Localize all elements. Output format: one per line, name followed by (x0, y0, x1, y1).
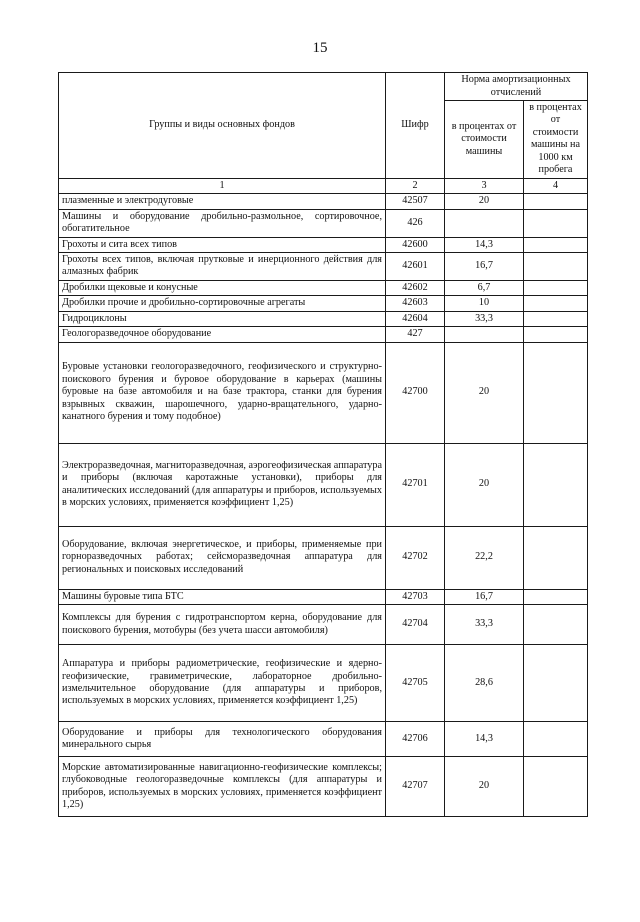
row-name-cell: Оборудование, включая энергетическое, и приборы, применяемые при горноразведочных работах; сейсморазведочная аппаратура для региональных и поисковых исследований (59, 526, 386, 589)
row-code-cell: 42700 (386, 342, 445, 443)
row-percent-cell: 33,3 (445, 311, 524, 326)
row-percent-km-cell (524, 757, 588, 817)
row-percent-km-cell (524, 296, 588, 311)
table-row (59, 757, 588, 817)
row-name-cell: Электроразведочная, магниторазведочная, аэрогеофизическая аппаратура и приборы (включая каротажные установки), приборы для аналитических исследований (для аппаратуры и приборов, используемых в морских условиях, применяется коэффициент 1,25) (59, 443, 386, 526)
row-percent-cell (445, 209, 524, 237)
row-code-cell: 42604 (386, 311, 445, 326)
row-code-cell: 42603 (386, 296, 445, 311)
page-number: 15 (312, 40, 328, 56)
row-code-cell: 42705 (386, 645, 445, 722)
header-norm: Норма амортизационных отчислений (445, 73, 588, 101)
row-percent-km-cell (524, 327, 588, 342)
amortization-table (58, 72, 588, 817)
table-row (59, 526, 588, 589)
row-name-cell: Дробилки щековые и конусные (59, 280, 386, 295)
row-percent-km-cell (524, 722, 588, 757)
row-code-cell: 42706 (386, 722, 445, 757)
row-code-cell: 42601 (386, 252, 445, 280)
row-code-cell: 42602 (386, 280, 445, 295)
row-percent-km-cell (524, 342, 588, 443)
table-row (59, 327, 588, 342)
table-row (59, 311, 588, 326)
row-percent-cell: 14,3 (445, 237, 524, 252)
row-code-cell: 427 (386, 327, 445, 342)
header-percent-per-1000km: в процентах от стоимости машины на 1000 км пробега (524, 101, 588, 179)
row-code-cell: 426 (386, 209, 445, 237)
header-number-1: 1 (59, 178, 386, 193)
header-percent-cost: в процентах от стоимости машины (445, 101, 524, 179)
row-name-cell: Грохоты и сита всех типов (59, 237, 386, 252)
table-row (59, 722, 588, 757)
table-row (59, 194, 588, 209)
row-percent-km-cell (524, 526, 588, 589)
row-percent-cell (445, 327, 524, 342)
row-name-cell: Оборудование и приборы для технологического оборудования минерального сырья (59, 722, 386, 757)
row-code-cell: 42707 (386, 757, 445, 817)
row-percent-km-cell (524, 645, 588, 722)
row-percent-km-cell (524, 252, 588, 280)
row-code-cell: 42507 (386, 194, 445, 209)
header-code: Шифр (386, 73, 445, 179)
row-percent-cell: 20 (445, 443, 524, 526)
header-number-2: 2 (386, 178, 445, 193)
row-name-cell: Геологоразведочное оборудование (59, 327, 386, 342)
row-percent-cell: 14,3 (445, 722, 524, 757)
row-name-cell: Буровые установки геологоразведочного, геофизического и структурно-поискового бурения и буровое оборудование в карьерах (машины буровые на базе автомобиля и на базе трактора, станки для бурения взрывных скважин, шарошечного, ударно-вращательного, ударно-канатного бурения и тому подобное) (59, 342, 386, 443)
table-row (59, 342, 588, 443)
row-percent-cell: 10 (445, 296, 524, 311)
row-name-cell: плазменные и электродуговые (59, 194, 386, 209)
row-code-cell: 42702 (386, 526, 445, 589)
table-row (59, 296, 588, 311)
row-percent-cell: 16,7 (445, 589, 524, 604)
header-number-3: 3 (445, 178, 524, 193)
header-number-4: 4 (524, 178, 588, 193)
row-percent-cell: 16,7 (445, 252, 524, 280)
row-code-cell: 42704 (386, 605, 445, 645)
table-row (59, 443, 588, 526)
table-row (59, 280, 588, 295)
row-code-cell: 42600 (386, 237, 445, 252)
row-percent-cell: 28,6 (445, 645, 524, 722)
row-percent-km-cell (524, 280, 588, 295)
table-row (59, 252, 588, 280)
row-percent-cell: 6,7 (445, 280, 524, 295)
table-row (59, 605, 588, 645)
row-percent-km-cell (524, 311, 588, 326)
row-percent-km-cell (524, 194, 588, 209)
row-percent-cell: 20 (445, 757, 524, 817)
row-code-cell: 42701 (386, 443, 445, 526)
row-name-cell: Гидроциклоны (59, 311, 386, 326)
row-name-cell: Грохоты всех типов, включая прутковые и инерционного действия для алмазных фабрик (59, 252, 386, 280)
row-name-cell: Морские автоматизированные навигационно-геофизические комплексы; глубоководные геологоразведочные комплексы (для аппаратуры и приборов, используемых в морских условиях, применяется коэффициент 1,25) (59, 757, 386, 817)
row-code-cell: 42703 (386, 589, 445, 604)
row-name-cell: Комплексы для бурения с гидротранспортом керна, оборудование для поискового бурения, мотобуры (без учета шасси автомобиля) (59, 605, 386, 645)
table-row (59, 645, 588, 722)
row-percent-km-cell (524, 589, 588, 604)
row-name-cell: Аппаратура и приборы радиометрические, геофизические и ядерно-геофизические, гравиметрические, лабораторное дробильно-измельчительное оборудование (для аппаратуры и приборов, используемых в морских условиях, применяется коэффициент 1,25) (59, 645, 386, 722)
row-percent-cell: 33,3 (445, 605, 524, 645)
row-name-cell: Машины и оборудование дробильно-размольное, сортировочное, обогатительное (59, 209, 386, 237)
table-row (59, 589, 588, 604)
row-percent-km-cell (524, 209, 588, 237)
row-name-cell: Дробилки прочие и дробильно-сортировочные агрегаты (59, 296, 386, 311)
row-percent-cell: 20 (445, 194, 524, 209)
table-row (59, 209, 588, 237)
row-percent-cell: 20 (445, 342, 524, 443)
table-row (59, 237, 588, 252)
row-name-cell: Машины буровые типа БТС (59, 589, 386, 604)
row-percent-cell: 22,2 (445, 526, 524, 589)
row-percent-km-cell (524, 605, 588, 645)
row-percent-km-cell (524, 443, 588, 526)
header-groups: Группы и виды основных фондов (59, 73, 386, 179)
row-percent-km-cell (524, 237, 588, 252)
